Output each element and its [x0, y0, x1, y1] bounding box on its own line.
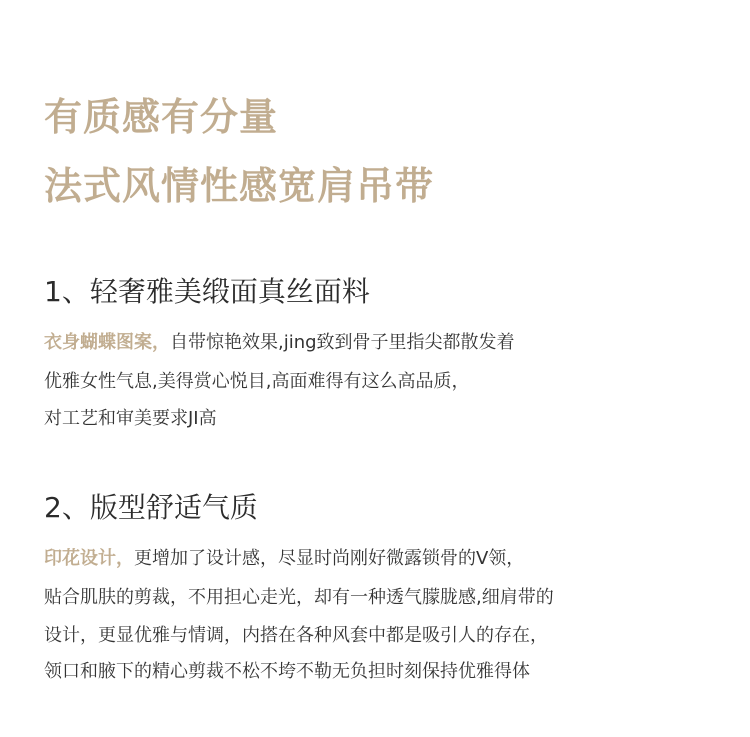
- section-2-highlight: 印花设计，: [44, 548, 134, 569]
- section-2-line-2: 贴合肌肤的剪裁，不用担心走光，却有一种透气朦胧感,细肩带的: [44, 587, 554, 608]
- section-2-line-4: 领口和腋下的精心剪裁不松不垮不勒无负担时刻保持优雅得体: [44, 661, 530, 682]
- section-1-line-1: [44, 334, 515, 352]
- section-1-line-3: 对工艺和审美要求JI高: [44, 408, 217, 429]
- section-2-line-1-text: 更增加了设计感，尽显时尚刚好微露锁骨的V领，: [134, 548, 525, 569]
- section-2-line-1: [44, 550, 524, 568]
- section-2-line-3: 设计，更显优雅与情调，内搭在各种风套中都是吸引人的存在，: [44, 625, 548, 646]
- section-1-highlight: 衣身蝴蝶图案，: [44, 332, 170, 353]
- section-1-line-1-text: 自带惊艳效果,jing致到骨子里指尖都散发着: [170, 332, 515, 353]
- hero-title-line-1: 有质感有分量: [44, 95, 279, 139]
- section-1-heading: 1、轻奢雅美缎面真丝面料: [44, 275, 370, 308]
- hero-title-line-2: 法式风情性感宽肩吊带: [44, 164, 435, 208]
- section-1-line-2: 优雅女性气息,美得赏心悦目,高面难得有这么高品质，: [44, 371, 470, 392]
- section-2-heading: 2、版型舒适气质: [44, 491, 258, 524]
